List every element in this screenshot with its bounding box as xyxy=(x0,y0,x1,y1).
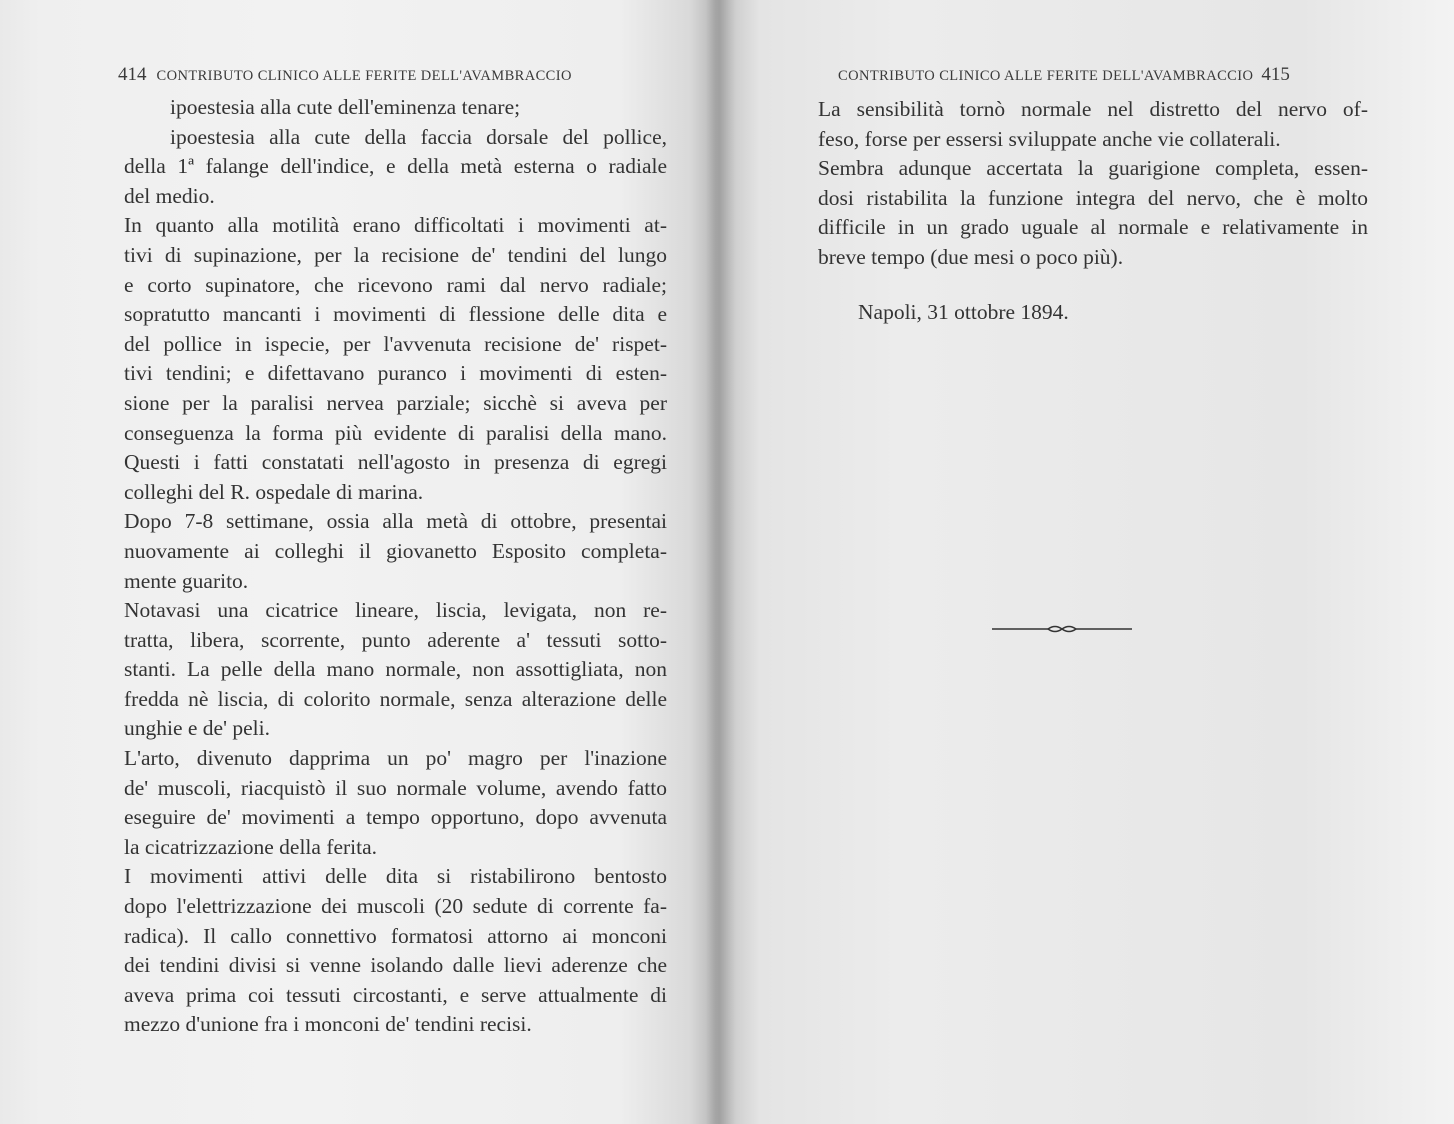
text-line: mente guarito. xyxy=(124,568,249,593)
end-ornament-icon xyxy=(992,621,1132,637)
right-body-text xyxy=(818,95,1368,273)
left-page-number: 414 xyxy=(118,64,147,85)
book-gutter xyxy=(706,0,736,1124)
text-line: Sembra adunque accertata la guarigione completa, essen- xyxy=(818,156,1368,181)
text-line: eseguire de' movimenti a tempo opportuno, dopo avvenuta xyxy=(124,805,667,830)
text-line: tivi di supinazione, per la recisione de' tendini del lungo xyxy=(124,242,667,267)
text-line: L'arto, divenuto dapprima un po' magro per l'inazione xyxy=(124,746,667,771)
text-line: Notavasi una cicatrice lineare, liscia, levigata, non re- xyxy=(124,598,667,623)
text-line: tivi tendini; e difettavano puranco i movimenti di esten- xyxy=(124,361,667,386)
text-line: stanti. La pelle della mano normale, non assottigliata, non xyxy=(124,657,667,682)
text-line: ipoestesia alla cute dell'eminenza tenare; xyxy=(170,95,521,119)
text-line: feso, forse per essersi sviluppate anche vie collaterali. xyxy=(818,126,1281,151)
text-line: In quanto alla motilità erano difficoltati i movimenti at- xyxy=(124,213,667,238)
text-line: colleghi del R. ospedale di marina. xyxy=(124,479,424,504)
text-line: dopo l'elettrizzazione dei muscoli (20 sedute di corrente fa- xyxy=(124,894,667,919)
text-line: nuovamente ai colleghi il giovanetto Esposito completa- xyxy=(124,538,667,563)
text-line: ipoestesia alla cute della faccia dorsale del pollice, xyxy=(170,124,667,149)
text-line: sopratutto mancanti i movimenti di flessione delle dita e xyxy=(124,302,667,327)
text-line: tratta, libera, scorrente, punto aderente a' tessuti sotto- xyxy=(124,627,667,652)
text-line: breve tempo (due mesi o poco più). xyxy=(818,244,1124,269)
text-line: La sensibilità tornò normale nel distretto del nervo of- xyxy=(818,97,1368,121)
text-line: e corto supinatore, che ricevono rami dal nervo radiale; xyxy=(124,272,667,297)
text-line: dosi ristabilita la funzione integra del nervo, che è molto xyxy=(818,185,1368,210)
left-body-text xyxy=(124,93,667,1040)
text-line: Questi i fatti constatati nell'agosto in presenza di egregi xyxy=(124,450,667,475)
text-line: del medio. xyxy=(124,183,215,208)
text-line: conseguenza la forma più evidente di paralisi della mano. xyxy=(124,420,667,445)
text-line: Dopo 7-8 settimane, ossia alla metà di ottobre, presentai xyxy=(124,509,667,534)
text-line: dei tendini divisi si venne isolando dalle lievi aderenze che xyxy=(124,953,667,978)
text-line: de' muscoli, riacquistò il suo normale volume, avendo fatto xyxy=(124,775,667,800)
right-page xyxy=(736,0,1454,1124)
text-line: aveva prima coi tessuti circostanti, e serve attualmente di xyxy=(124,982,667,1007)
right-running-title: CONTRIBUTO CLINICO ALLE FERITE DELL'AVAMBRACCIO xyxy=(838,68,1254,84)
text-line: I movimenti attivi delle dita si ristabilirono bentosto xyxy=(124,864,667,889)
place-date-line: Napoli, 31 ottobre 1894. xyxy=(858,300,1069,324)
text-line: la cicatrizzazione della ferita. xyxy=(124,834,378,859)
left-running-head xyxy=(118,64,572,86)
text-line: fredda nè liscia, di colorito normale, senza alterazione delle xyxy=(124,686,667,711)
text-line: difficile in un grado uguale al normale e relativamente in xyxy=(818,215,1368,240)
left-running-title: CONTRIBUTO CLINICO ALLE FERITE DELL'AVAMBRACCIO xyxy=(156,68,572,84)
text-line: radica). Il callo connettivo formatosi attorno ai monconi xyxy=(124,923,667,948)
text-line: mezzo d'unione fra i monconi de' tendini recisi. xyxy=(124,1012,532,1037)
right-running-head xyxy=(838,64,1290,86)
right-page-number: 415 xyxy=(1261,64,1290,85)
text-line: del pollice in ispecie, per l'avvenuta recisione de' rispet- xyxy=(124,331,667,356)
text-line: della 1ª falange dell'indice, e della metà esterna o radiale xyxy=(124,154,667,179)
left-page xyxy=(0,0,706,1124)
text-line: sione per la paralisi nervea parziale; sicchè si aveva per xyxy=(124,390,667,415)
text-line: unghie e de' peli. xyxy=(124,716,270,741)
